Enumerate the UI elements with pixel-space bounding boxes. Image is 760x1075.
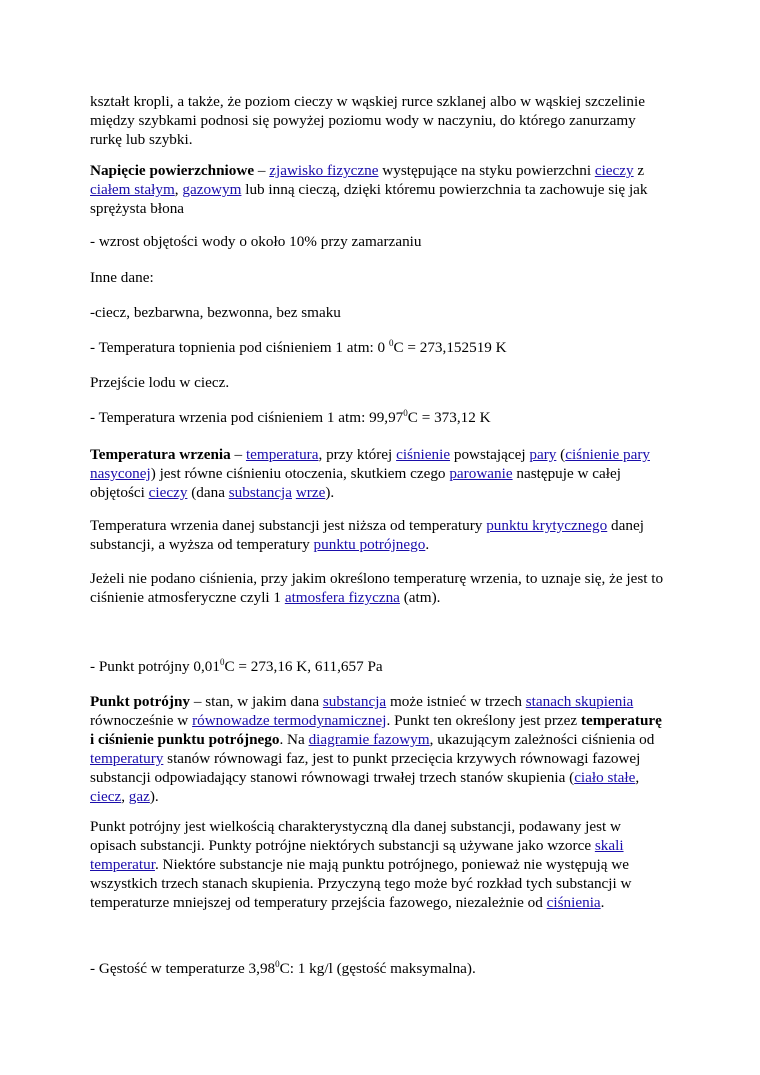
text-line: opisach substancji. Punkty potrójne niektórych substancji są używane jako wzorce skali: [90, 837, 624, 854]
paragraph-capillarity: [90, 92, 675, 149]
link-cisnienia[interactable]: ciśnienia: [546, 894, 601, 911]
paragraph-volume-increase: - wzrost objętości wody o około 10% przy zamarzaniu: [90, 233, 422, 250]
paragraph-ice-to-liquid: Przejście lodu w ciecz.: [90, 374, 230, 391]
link-cialo-stale[interactable]: ciało stałe: [574, 769, 636, 786]
link-cieczy[interactable]: cieczy: [594, 162, 634, 179]
link-skali-temperatur[interactable]: temperatur: [90, 856, 155, 873]
link-substancja[interactable]: substancja: [322, 693, 387, 710]
link-cisnienie-pary-nasyconej[interactable]: nasyconej: [90, 465, 151, 482]
paragraph-triple-point-definition: [90, 692, 675, 806]
text-line: ciśnienie atmosferyczne czyli 1 atmosfera fizyczna (atm).: [90, 589, 441, 606]
paragraph-properties: -ciecz, bezbarwna, bezwonna, bez smaku: [90, 304, 341, 321]
text-line: Temperatura wrzenia danej substancji jest niższa od temperatury punktu krytycznego danej: [90, 517, 644, 534]
text-line: wszystkich trzech stanach skupienia. Przyczyną tego może być rozkład tych substancji w: [90, 875, 632, 892]
paragraph-other-data: Inne dane:: [90, 269, 154, 286]
link-parowanie[interactable]: parowanie: [449, 465, 513, 482]
text-line: Punkt potrójny jest wielkością charakterystyczną dla danej substancji, podawany jest w: [90, 818, 621, 835]
text-line: nasyconej) jest równe ciśnieniu otoczenia, skutkiem czego parowanie następuje w całej: [90, 465, 621, 482]
link-ciecz[interactable]: ciecz: [90, 788, 122, 805]
text-line: między szybkami podnosi się powyżej poziomu wody w naczyniu, do którego zanurzamy: [90, 112, 636, 129]
link-cisnienie[interactable]: ciśnienie: [396, 446, 451, 463]
term-heading: Punkt potrójny: [90, 693, 191, 710]
link-atmosfera-fizyczna[interactable]: atmosfera fizyczna: [284, 589, 400, 606]
link-cieczy[interactable]: cieczy: [148, 484, 188, 501]
text-line: temperatur. Niektóre substancje nie mają punktu potrójnego, ponieważ nie występują we: [90, 856, 630, 873]
paragraph-boiling-range: [90, 516, 675, 554]
text-line: i ciśnienie punktu potrójnego. Na diagramie fazowym, ukazującym zależności ciśnienia od: [90, 731, 655, 748]
text-line: objętości cieczy (dana substancja wrze).: [90, 484, 335, 501]
text-line: ciałem stałym, gazowym lub inną cieczą, dzięki któremu powierzchnia ta zachowuje się jak: [90, 181, 648, 198]
text-line: substancji odpowiadający stanowi równowagi trwałej trzech stanów skupienia (ciało stałe,: [90, 769, 640, 786]
link-gazowym[interactable]: gazowym: [182, 181, 242, 198]
text-line: sprężysta błona: [90, 200, 185, 217]
text-line: ciecz, gaz).: [90, 788, 159, 805]
term-heading: Napięcie powierzchniowe: [90, 162, 255, 179]
text-line: Punkt potrójny – stan, w jakim dana substancja może istnieć w trzech stanach skupienia: [90, 693, 634, 710]
link-skali-temperatur[interactable]: skali: [594, 837, 624, 854]
link-punktu-potrojnego[interactable]: punktu potrójnego: [313, 536, 426, 553]
paragraph-standard-pressure: [90, 569, 675, 607]
link-zjawisko-fizyczne[interactable]: zjawisko fizyczne: [269, 162, 379, 179]
link-stanach-skupienia[interactable]: stanach skupienia: [525, 693, 634, 710]
link-pary[interactable]: pary: [529, 446, 557, 463]
paragraph-triple-point-values: - Punkt potrójny $0,01^0C = 273,16$ K, 611,657 Pa: [90, 657, 383, 675]
text-line: Napięcie powierzchniowe – zjawisko fizyczne występujące na styku powierzchni cieczy z: [90, 162, 645, 179]
link-substancja[interactable]: substancja: [228, 484, 293, 501]
link-cisnienie-pary-nasyconej[interactable]: ciśnienie pary: [565, 446, 650, 463]
link-gaz[interactable]: gaz: [128, 788, 150, 805]
text-line: temperatury stanów równowagi faz, jest to punkt przecięcia krzywych równowagi fazowej: [90, 750, 641, 767]
text-line: Temperatura wrzenia – temperatura, przy której ciśnienie powstającej pary (ciśnienie pary: [90, 446, 650, 463]
text-line: substancji, a wyższa od temperatury punktu potrójnego.: [90, 536, 430, 553]
text-line: kształt kropli, a także, że poziom cieczy w wąskiej rurce szklanej albo w wąskiej szczelinie: [90, 93, 645, 110]
paragraph-boiling-point: - Temperatura wrzenia pod ciśnieniem 1 atm: $99,97^0C = 373,12$ K: [90, 408, 491, 426]
text-line: temperaturze mniejszej od temperatury przejścia fazowego, niezależnie od ciśnienia.: [90, 894, 605, 911]
paragraph-surface-tension: [90, 161, 675, 218]
link-diagramie-fazowym[interactable]: diagramie fazowym: [308, 731, 430, 748]
term-heading: Temperatura wrzenia: [90, 446, 231, 463]
paragraph-triple-point-characteristic: [90, 817, 675, 912]
link-temperatura[interactable]: temperatura: [245, 446, 319, 463]
text-line: równocześnie w równowadze termodynamicznej. Punkt ten określony jest przez temperaturę: [90, 712, 662, 729]
text-line: Jeżeli nie podano ciśnienia, przy jakim określono temperaturę wrzenia, to uznaje się, że jest to: [90, 570, 664, 587]
paragraph-melting-point: - Temperatura topnienia pod ciśnieniem 1 atm: 0 $^0$C = 273,152519 K: [90, 338, 507, 356]
link-cialem-stalym[interactable]: ciałem stałym: [90, 181, 175, 198]
text-line: rurkę lub szybki.: [90, 131, 193, 148]
paragraph-density: - Gęstość w temperaturze 3,98$^0$C: 1 kg/l (gęstość maksymalna).: [90, 959, 476, 977]
link-punktu-krytycznego[interactable]: punktu krytycznego: [486, 517, 608, 534]
paragraph-boiling-definition: [90, 445, 675, 502]
link-wrze[interactable]: wrze: [295, 484, 326, 501]
link-rownowadze-termodynamicznej[interactable]: równowadze termodynamicznej: [192, 712, 387, 729]
link-temperatury[interactable]: temperatury: [90, 750, 164, 767]
